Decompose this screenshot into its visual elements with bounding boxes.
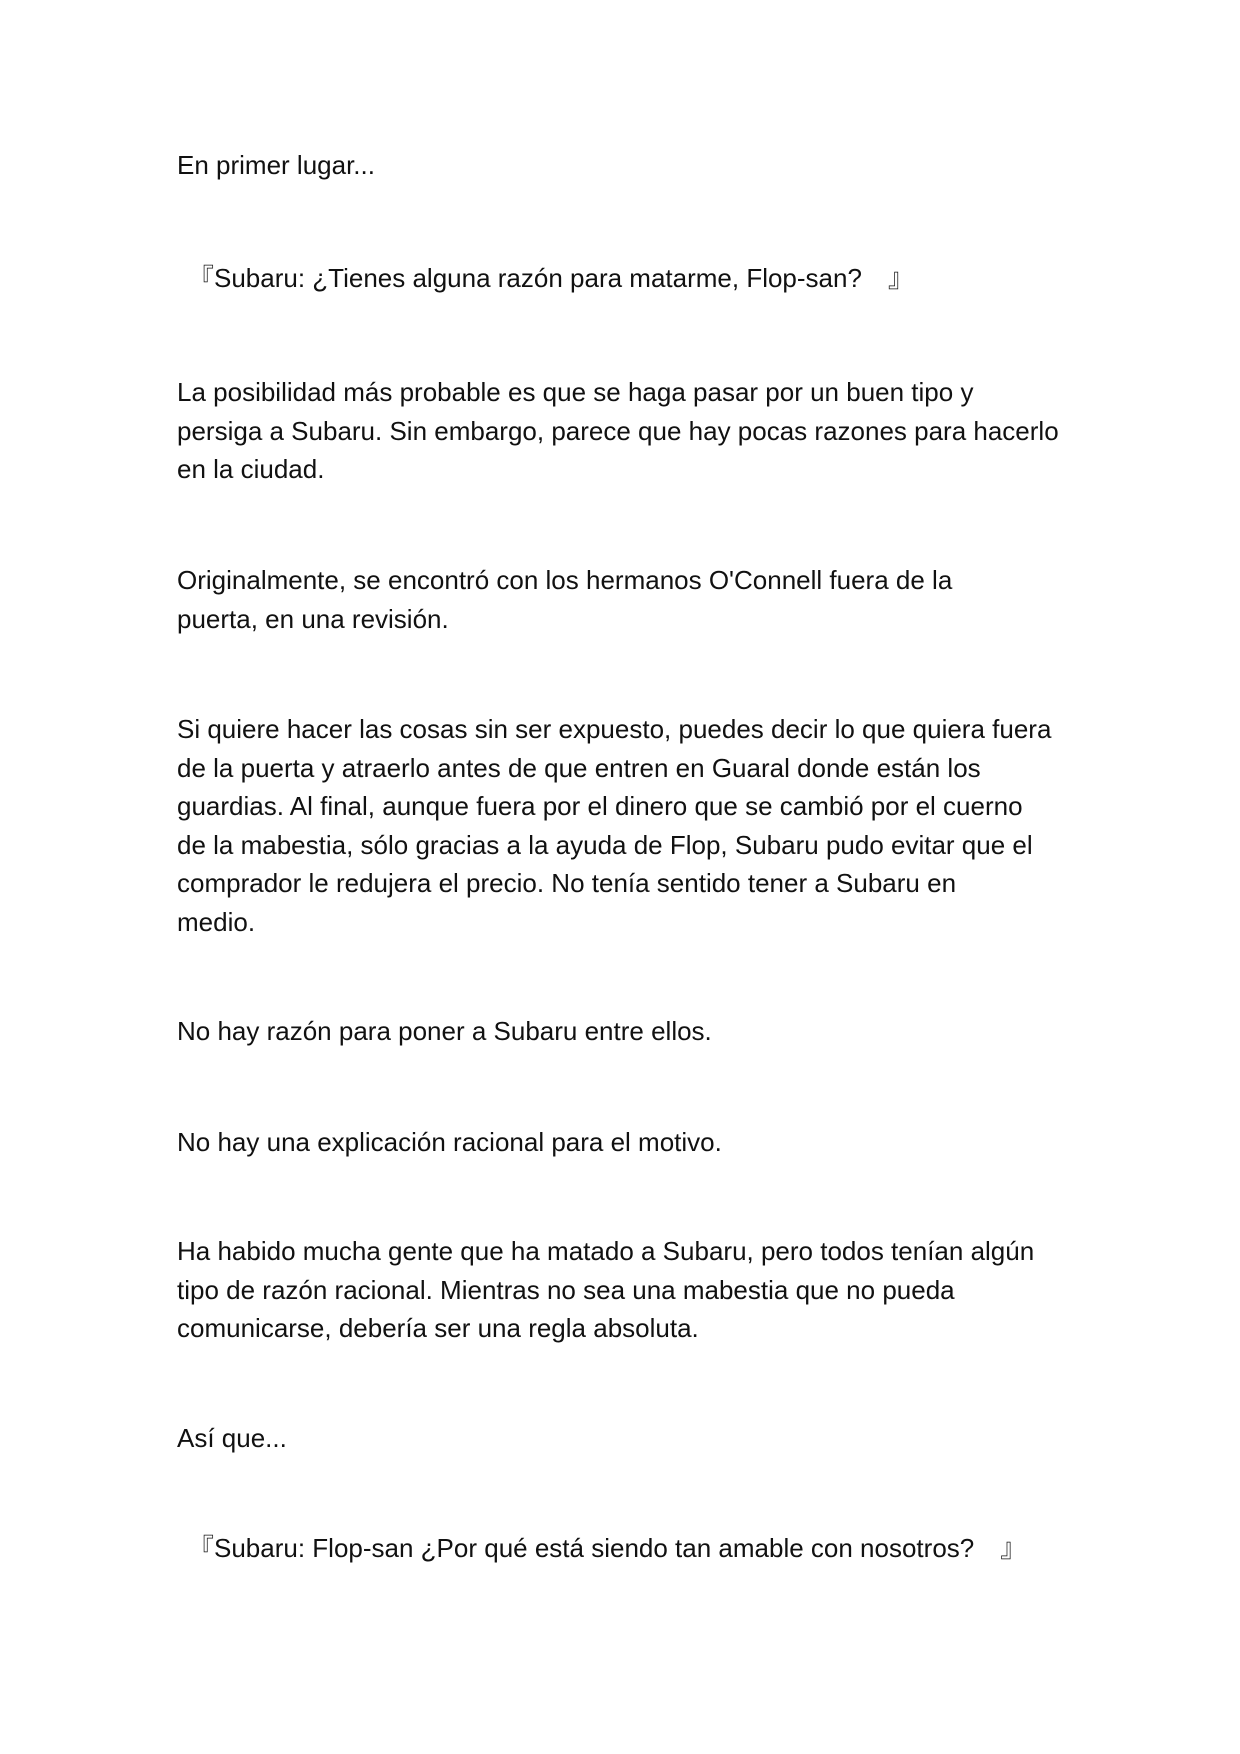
paragraph-1 [177, 146, 1077, 185]
text-line: puerta, en una revisión. [177, 603, 449, 634]
paragraph-5 [177, 710, 1077, 941]
paragraph-6 [177, 1012, 1077, 1051]
text-line: 『Subaru: ¿Tienes alguna razón para matarme, Flop-san? 』 [188, 263, 914, 293]
text-line: Así que... [177, 1423, 287, 1453]
text-line: La posibilidad más probable es que se haga pasar por un buen tipo y [177, 377, 974, 407]
text-line: en la ciudad. [177, 454, 325, 484]
text-line: persiga a Subaru. Sin embargo, parece que hay pocas razones para hacerlo [177, 415, 1059, 446]
dialogue-2 [188, 1529, 1088, 1568]
paragraph-3 [177, 373, 1077, 489]
text-line: de la mabestia, sólo gracias a la ayuda de Flop, Subaru pudo evitar que el [177, 829, 1033, 860]
paragraph-9 [177, 1419, 1077, 1458]
text-line: comprador le redujera el precio. No tenía sentido tener a Subaru en [177, 868, 957, 898]
text-line: comunicarse, debería ser una regla absoluta. [177, 1313, 699, 1343]
paragraph-4 [177, 561, 1077, 638]
text-line: Ha habido mucha gente que ha matado a Subaru, pero todos tenían algún [177, 1236, 1035, 1266]
text-line: No hay una explicación racional para el motivo. [177, 1127, 722, 1157]
paragraph-7 [177, 1123, 1077, 1162]
text-line: guardias. Al final, aunque fuera por el dinero que se cambió por el cuerno [177, 791, 1023, 821]
text-line: medio. [177, 906, 256, 937]
text-line: Originalmente, se encontró con los hermanos O'Connell fuera de la [177, 565, 953, 595]
dialogue-1 [188, 259, 1088, 298]
paragraph-8 [177, 1232, 1077, 1348]
text-line: 『Subaru: Flop-san ¿Por qué está siendo tan amable con nosotros? 』 [188, 1533, 1027, 1563]
text-line: Si quiere hacer las cosas sin ser expuesto, puedes decir lo que quiera fuera [177, 714, 1052, 744]
text-line: No hay razón para poner a Subaru entre ellos. [177, 1016, 712, 1046]
text-line: En primer lugar... [177, 150, 375, 180]
text-line: tipo de razón racional. Mientras no sea una mabestia que no pueda [177, 1274, 955, 1305]
text-line: de la puerta y atraerlo antes de que entren en Guaral donde están los [177, 752, 981, 783]
